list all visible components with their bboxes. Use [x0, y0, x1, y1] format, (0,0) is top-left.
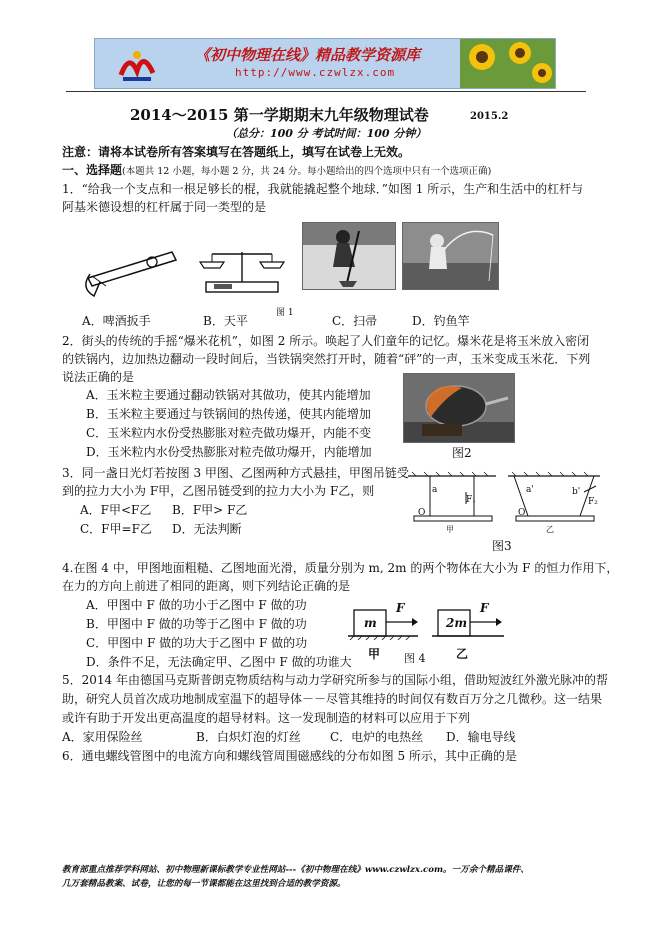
fig3-label-b2: b': [572, 487, 581, 497]
fig4-label-f1: F: [396, 601, 405, 615]
q4-option-b[interactable]: B．甲图中 F 做的功等于乙图中 F 做的功: [86, 617, 307, 631]
q1-option-a[interactable]: A．啤酒扳手: [82, 314, 151, 328]
q1-option-d[interactable]: D．钓鱼竿: [412, 314, 470, 328]
fig2-caption: 图2: [452, 446, 472, 460]
q5-option-d[interactable]: D．输电导线: [446, 730, 516, 744]
q4-option-a[interactable]: A．甲图中 F 做的功小于乙图中 F 做的功: [86, 598, 307, 612]
q1-option-c[interactable]: C．扫帚: [332, 314, 378, 328]
q5-option-b[interactable]: B．白炽灯泡的灯丝: [196, 730, 301, 744]
notice: 注意：请将本试卷所有答案填写在答题纸上，填写在试卷上无效。: [62, 145, 411, 159]
fig3-label-f1: F₁: [466, 495, 476, 505]
banner-url[interactable]: http://www.czwlzx.com: [235, 66, 396, 79]
q2-option-b[interactable]: B．玉米粒主要通过与铁锅间的热传递，使其内能增加: [86, 407, 371, 421]
q2-line2: 的铁锅内，边加热边翻动一段时间后，当铁锅突然打开时，随着“砰”的一声，玉米变成玉米花．下列: [62, 352, 591, 366]
q5-option-c[interactable]: C．电炉的电热丝: [330, 730, 424, 744]
fig4-caption: 图 4: [404, 652, 426, 665]
balance-scale-figure: [192, 238, 292, 298]
header-banner: [94, 38, 556, 89]
q4-line2: 在力的方向上前进了相同的距离，则下列结论正确的是: [62, 579, 351, 593]
header-rule: [66, 91, 586, 92]
q2-option-c[interactable]: C．玉米粒内水份受热膨胀对粒壳做功爆开，内能不变: [86, 426, 372, 440]
site-logo-icon: [117, 43, 157, 83]
q3-option-c[interactable]: C．F甲=F乙: [80, 522, 152, 536]
fig3-label-yi: 乙: [546, 525, 554, 534]
fig3-label-a2: a': [526, 485, 534, 495]
q3-option-b[interactable]: B．F甲> F乙: [172, 503, 248, 517]
sweeping-photo: [302, 222, 396, 290]
section-heading: [62, 162, 491, 178]
fig4-label-jia: 甲: [368, 647, 381, 661]
paper-date: 2015.2: [470, 111, 509, 122]
q6-line1: 6．通电螺线管图中的电流方向和螺线管周围磁感线的分布如图 5 所示，其中正确的是: [62, 749, 517, 763]
q3-option-d[interactable]: D．无法判断: [172, 522, 242, 536]
popcorn-machine-photo: [403, 373, 515, 443]
q2-option-d[interactable]: D．玉米粒内水份受热膨胀对粒壳做功爆开，内能增加: [86, 445, 372, 459]
footer-line1: 教育部重点推荐学科网站、初中物理新课标教学专业性网站---《初中物理在线》www.czwlzx.com。一万余个精品课件、: [62, 865, 529, 875]
q4-option-c[interactable]: C．甲图中 F 做的功大于乙图中 F 做的功: [86, 636, 308, 650]
fig1-caption: 图 1: [276, 308, 294, 318]
fig4-label-2m: 2m: [446, 616, 468, 630]
fig3-lamp-diagram: [404, 470, 604, 530]
q4-line1: 4.在图 4 中，甲图地面粗糙、乙图地面光滑，质量分别为 m, 2m 的两个物体在大小为 F 的恒力作用下，: [62, 561, 619, 575]
q2-line3: 说法正确的是: [62, 370, 135, 384]
q5-line3: 或许有助于开发出更高温度的超导材料。这一发现制造的材料可以应用于下列: [62, 711, 471, 725]
bottle-opener-figure: [82, 238, 182, 298]
fig3-label-o2: O: [518, 508, 526, 518]
q3-line1: 3．同一盏日光灯若按图 3 甲图、乙图两种方式悬挂，甲图吊链受: [62, 466, 409, 480]
fig4-label-m: m: [364, 616, 377, 630]
section-label: 一、选择题: [62, 163, 123, 177]
banner-title: 《初中物理在线》精品教学资源库: [195, 46, 421, 64]
fig3-label-f2: F₂: [588, 497, 598, 507]
fig4-label-yi: 乙: [456, 647, 469, 661]
q5-line2: 助，研究人员首次成功地制成室温下的超导体－－尽管其维持的时间仅有数百万分之几微秒。这一结果: [62, 692, 603, 706]
q5-line1: 5．2014 年由德国马克斯普朗克物质结构与动力学研究所参与的国际小组，借助短波红外激光脉冲的帮: [62, 673, 608, 687]
q2-line1: 2．街头的传统的手摇“爆米花机”，如图 2 所示。唤起了人们童年的记忆。爆米花是将玉米放入密闭: [62, 334, 590, 348]
q3-line2: 到的拉力大小为 F甲，乙图吊链受到的拉力大小为 F乙，则: [62, 484, 375, 498]
q1-line1: 1．“给我一个支点和一根足够长的棍，我就能撬起整个地球．”如图 1 所示，生产和生活中的杠杆与: [62, 182, 584, 196]
fig3-label-o: O: [418, 508, 426, 518]
section-note: (本题共 12 小题，每小题 2 分，共 24 分。每小题给出的四个选项中只有一个选项正确): [122, 166, 492, 177]
fishing-photo: [402, 222, 499, 290]
paper-info: （总分：100 分 考试时间：100 分钟）: [226, 127, 427, 140]
q4-option-d[interactable]: D．条件不足，无法确定甲、乙图中 F 做的功谁大: [86, 655, 352, 669]
fig4-label-f2: F: [480, 601, 489, 615]
fig3-label-jia: 甲: [446, 525, 454, 534]
footer-line2: 几万套精品教案、试卷，让您的每一节课都能在这里找到合适的教学资源。: [62, 879, 346, 889]
q2-option-a[interactable]: A．玉米粒主要通过翻动铁锅对其做功，使其内能增加: [86, 388, 371, 402]
q3-option-a[interactable]: A．F甲<F乙: [80, 503, 152, 517]
fig3-caption: 图3: [492, 539, 512, 553]
q1-line2: 阿基米德设想的杠杆属于同一类型的是: [62, 200, 267, 214]
q5-option-a[interactable]: A．家用保险丝: [62, 730, 143, 744]
fig3-label-a: a: [432, 485, 438, 495]
q1-option-b[interactable]: B．天平: [203, 314, 248, 328]
paper-title: 2014～2015 第一学期期末九年级物理试卷: [130, 106, 429, 124]
sunflower-image: [460, 39, 555, 88]
